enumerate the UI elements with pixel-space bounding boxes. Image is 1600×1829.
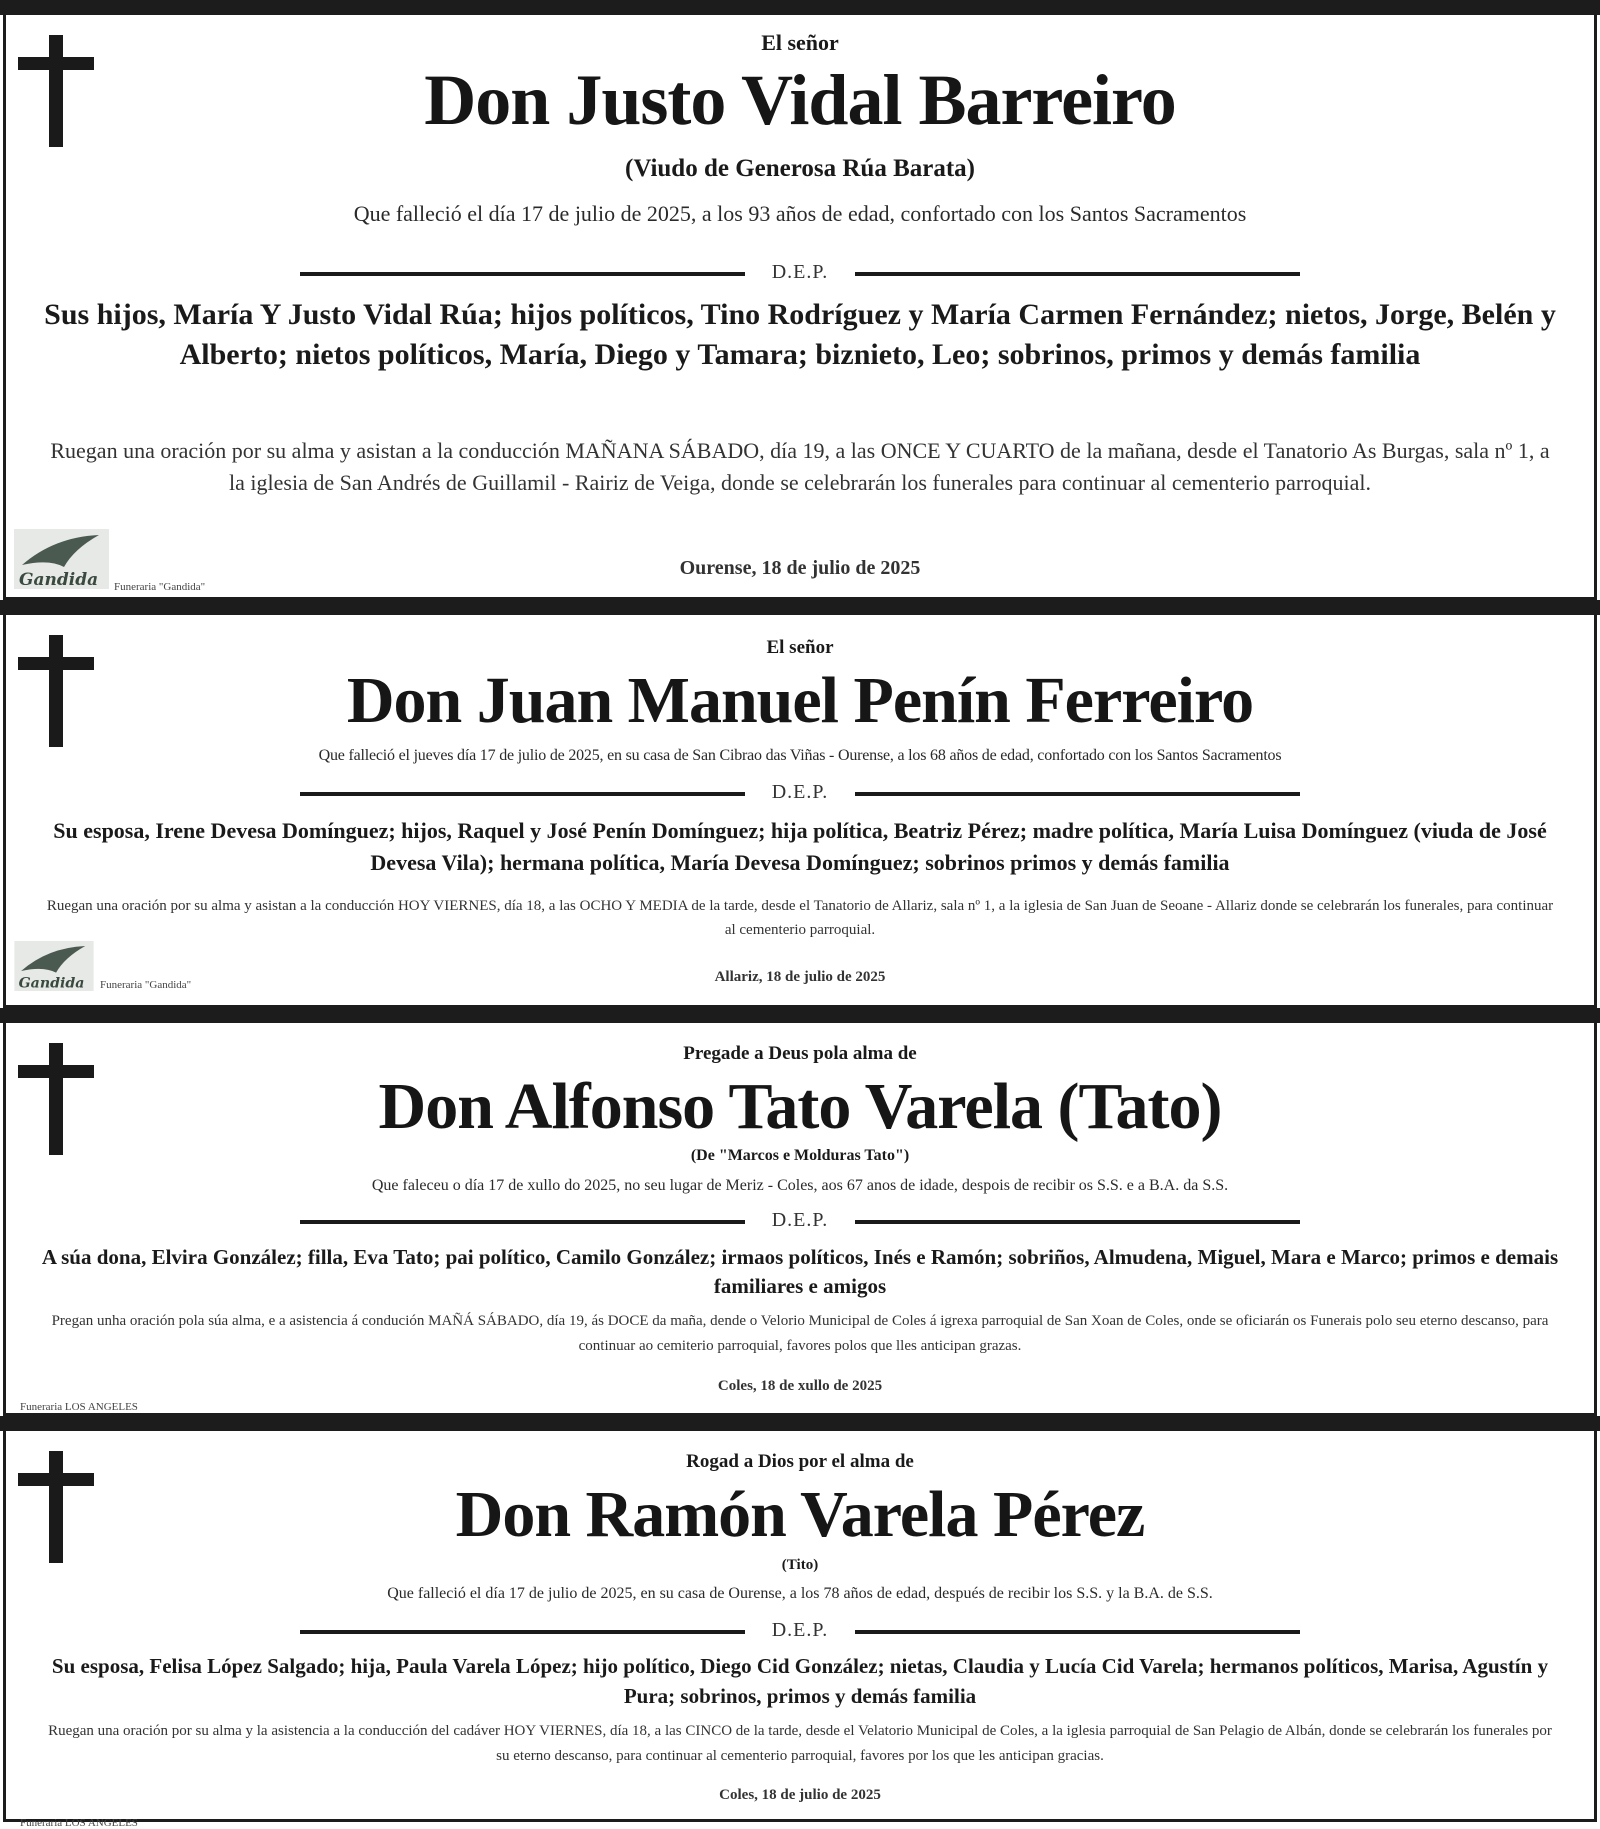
bird-logo-icon <box>14 941 94 991</box>
family-list: Su esposa, Felisa López Salgado; hija, Paula Varela López; hijo político, Diego Cid González; nietas, Claudia y Lucía Cid Varela; hermanos políticos, Marisa, Agustín y Pura; sobrinos, primos y demás familia <box>51 1654 1549 1708</box>
family-list: A súa dona, Elvira González; filla, Eva Tato; pai político, Camilo González; irmaos políticos, Inés e Ramón; sobriños, Almudena, Miguel, Mara e Marco; primos e demais familiares e amigos <box>41 1245 1559 1298</box>
obituary-notice-2 <box>0 600 1600 1008</box>
logo-wordmark: Gandida <box>19 570 99 589</box>
dep-divider <box>300 261 1300 285</box>
logo-wordmark: Gandida <box>18 975 85 991</box>
funeral-home-name: Funeraria LOS ANGELES <box>20 1401 138 1413</box>
obituary-notice-4 <box>0 1416 1600 1829</box>
deceased-subtitle: (De "Marcos e Molduras Tato") <box>690 1147 910 1164</box>
dep-divider <box>300 1619 1300 1643</box>
death-statement: Que falleció el día 17 de julio de 2025, en su casa de Ourense, a los 78 años de edad, después de recibir los S.S. y la B.A. de S.S. <box>387 1585 1213 1602</box>
dep-divider <box>300 1209 1300 1233</box>
service-details: Pregan unha oración pola súa alma, e a asistencia á condución MAÑÁ SÁBADO, día 19, ás DOCE da maña, dende o Velorio Municipal de Coles á igrexa parroquial de San Xoan de Coles, onde se oficiarán os Funerais polo seu eterno descanso, para continuar ao cemiterio parroquial, favores polos que lles anticipan grazas. <box>51 1313 1549 1354</box>
dep-label: D.E.P. <box>771 1209 829 1231</box>
dep-label: D.E.P. <box>771 781 829 803</box>
funeral-home-name: Funeraria LOS ANGELES <box>20 1817 138 1829</box>
obituary-notice-1 <box>0 0 1600 600</box>
notice-intro: El señor <box>766 637 834 658</box>
death-statement: Que faleceu o día 17 de xullo do 2025, no seu lugar de Meriz - Coles, aos 67 anos de idade, despois de recibir os S.S. e a B.A. da S.S. <box>371 1177 1229 1194</box>
service-details: Ruegan una oración por su alma y asistan a la conducción HOY VIERNES, día 18, a las OCHO Y MEDIA de la tarde, desde el Tanatorio de Allariz, sala nº 1, a la iglesia de San Juan de Seoane - Allariz donde se celebrarán los funerales, para continuar al cementerio parroquial. <box>46 898 1554 938</box>
service-details: Ruegan una oración por su alma y asistan a la conducción MAÑANA SÁBADO, día 19, a las ONCE Y CUARTO de la mañana, desde el Tanatorio As Burgas, sala nº 1, a la iglesia de San Andrés de Guillamil - Rairiz de Veiga, donde se celebrarán los funerales para continuar al cementerio parroquial. <box>50 438 1550 495</box>
notice-intro: Rogad a Dios por el alma de <box>686 1451 914 1472</box>
bird-logo-icon <box>14 529 109 589</box>
death-statement: Que falleció el día 17 de julio de 2025, a los 93 años de edad, confortado con los Santos Sacramentos <box>353 201 1247 226</box>
service-details: Ruegan una oración por su alma y la asistencia a la conducción del cadáver HOY VIERNES, día 18, a las CINCO de la tarde, desde el Velatorio Municipal de Coles, a la iglesia parroquial de San Pelagio de Albán, donde se celebrarán los funerales por su eterno descanso, para continuar al cementerio parroquial, favores por los que les anticipan gracias. <box>48 1723 1552 1764</box>
notice-intro: El señor <box>761 30 839 55</box>
deceased-subtitle: (Viudo de Generosa Rúa Barata) <box>625 155 975 182</box>
place-date: Coles, 18 de julio de 2025 <box>719 1787 881 1803</box>
dep-divider <box>300 781 1300 805</box>
dep-label: D.E.P. <box>771 261 829 283</box>
family-list: Su esposa, Irene Devesa Domínguez; hijos, Raquel y José Penín Domínguez; hija política, Beatriz Pérez; madre política, María Luisa Domínguez (viuda de José Devesa Vila); hermana política, María Devesa Domínguez; sobrinos primos y demás familia <box>53 818 1547 875</box>
funeral-home-name: Funeraria "Gandida" <box>114 581 206 593</box>
deceased-name: Don Alfonso Tato Varela (Tato) <box>378 1070 1222 1143</box>
family-list: Sus hijos, María Y Justo Vidal Rúa; hijos políticos, Tino Rodríguez y María Carmen Fernández; nietos, Jorge, Belén y Alberto; nietos políticos, María, Diego y Tamara; biznieto, Leo; sobrinos, primos y demás familia <box>44 298 1556 371</box>
dep-label: D.E.P. <box>771 1619 829 1641</box>
notice-intro: Pregade a Deus pola alma de <box>683 1043 917 1064</box>
deceased-subtitle: (Tito) <box>781 1557 819 1573</box>
obituary-notice-3 <box>0 1008 1600 1416</box>
deceased-name: Don Ramón Varela Pérez <box>455 1478 1145 1551</box>
deceased-name: Don Juan Manuel Penín Ferreiro <box>346 664 1254 737</box>
place-date: Allariz, 18 de julio de 2025 <box>714 969 886 985</box>
place-date: Ourense, 18 de julio de 2025 <box>679 557 921 579</box>
place-date: Coles, 18 de xullo de 2025 <box>717 1378 883 1394</box>
deceased-name: Don Justo Vidal Barreiro <box>424 60 1176 140</box>
death-statement: Que falleció el jueves día 17 de julio de 2025, en su casa de San Cibrao das Viñas - Ourense, a los 68 años de edad, confortado con los Santos Sacramentos <box>318 747 1282 764</box>
funeral-home-name: Funeraria "Gandida" <box>100 979 192 991</box>
